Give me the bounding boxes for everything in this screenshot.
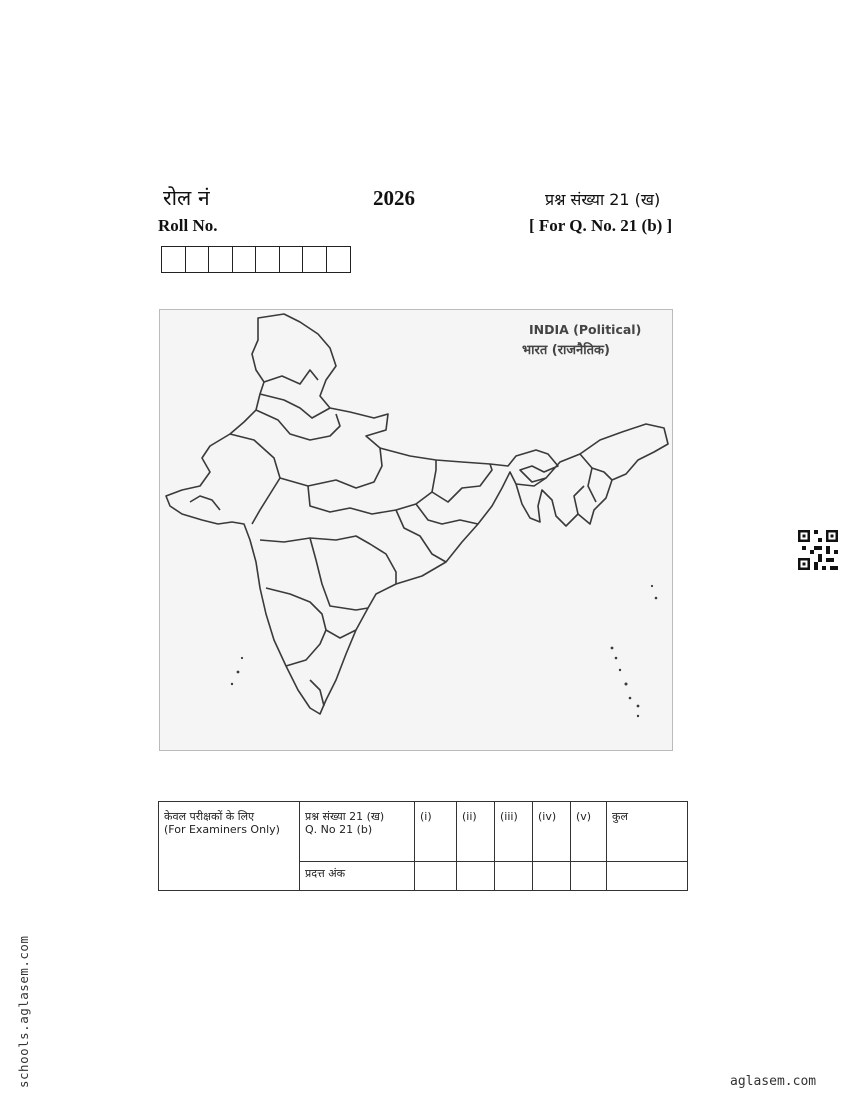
marks-cell[interactable] <box>457 862 495 891</box>
roll-digit-box[interactable] <box>162 247 186 272</box>
map-subtitle: भारत (राजनैतिक) <box>522 343 610 358</box>
roll-number-boxes[interactable] <box>161 246 351 273</box>
footer-watermark: aglasem.com <box>730 1074 817 1089</box>
column-header-iv: (iv) <box>533 802 571 862</box>
roll-number-label: Roll No. <box>158 216 218 235</box>
roll-digit-box[interactable] <box>209 247 233 272</box>
roll-digit-box[interactable] <box>303 247 327 272</box>
side-watermark <box>14 900 34 1090</box>
map-title: INDIA (Political) <box>529 322 642 337</box>
question-hindi: प्रश्न संख्या 21 (ख) <box>305 810 385 823</box>
exam-year: 2026 <box>373 186 415 210</box>
qr-code-icon <box>798 530 838 570</box>
marks-awarded-label: प्रदत्त अंक <box>300 862 415 891</box>
marks-cell[interactable] <box>495 862 533 891</box>
marks-cell[interactable] <box>415 862 457 891</box>
marks-cell[interactable] <box>571 862 607 891</box>
question-english: Q. No 21 (b) <box>305 823 373 836</box>
column-header-i: (i) <box>415 802 457 862</box>
table-row <box>159 802 688 862</box>
examiner-only-label <box>159 802 300 891</box>
india-map-outline <box>160 310 672 750</box>
examiner-label-hindi: केवल परीक्षकों के लिए <box>164 810 255 823</box>
roll-digit-box[interactable] <box>256 247 280 272</box>
marks-cell[interactable] <box>533 862 571 891</box>
india-political-map <box>159 309 673 751</box>
examiner-label-english: (For Examiners Only) <box>164 823 280 836</box>
question-number-hindi: प्रश्न संख्या 21 (ख) <box>545 190 661 209</box>
column-header-v: (v) <box>571 802 607 862</box>
column-header-iii: (iii) <box>495 802 533 862</box>
roll-digit-box[interactable] <box>280 247 304 272</box>
column-header-ii: (ii) <box>457 802 495 862</box>
roll-digit-box[interactable] <box>327 247 351 272</box>
side-watermark-text: schools.aglasem.com <box>16 935 31 1088</box>
marks-cell[interactable] <box>607 862 688 891</box>
examiner-marks-table <box>158 801 688 891</box>
column-header-total: कुल <box>607 802 688 862</box>
roll-digit-box[interactable] <box>186 247 210 272</box>
roll-number-label-hindi: रोल नं <box>163 186 210 210</box>
question-number: [ For Q. No. 21 (b) ] <box>529 216 673 235</box>
question-cell <box>300 802 415 862</box>
roll-digit-box[interactable] <box>233 247 257 272</box>
